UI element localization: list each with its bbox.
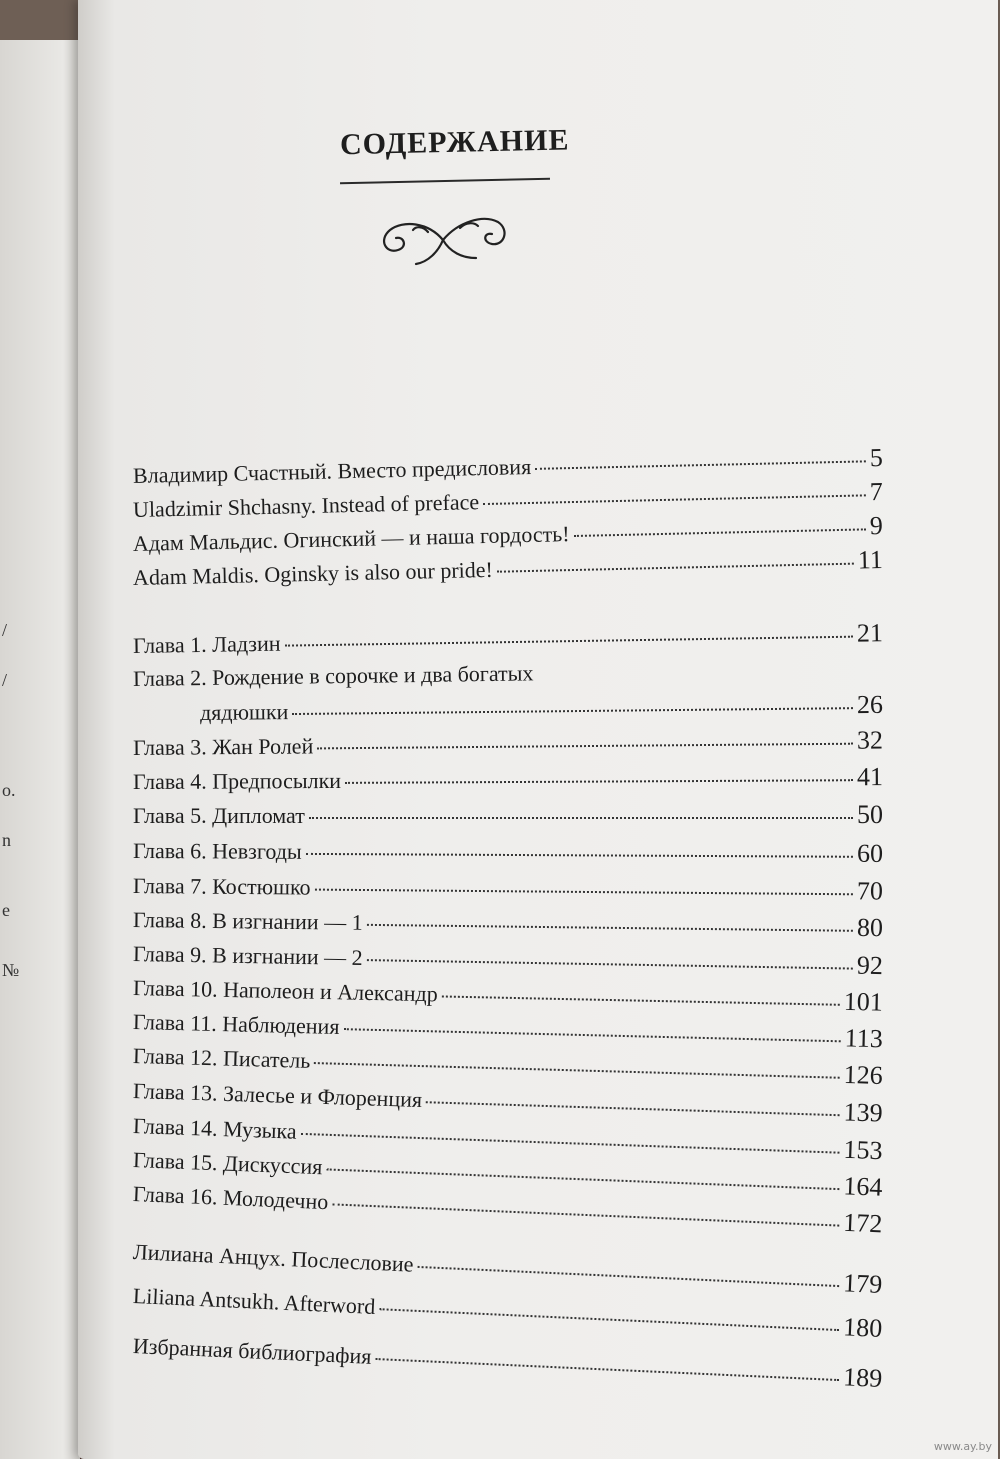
toc-entry: Глава 11. Наблюдения 113 <box>132 1009 884 1054</box>
toc-entry: дядюшки 26 <box>199 689 884 725</box>
toc-entry: Глава 10. Наполеон и Александр 101 <box>132 975 884 1017</box>
watermark: www.ay.by <box>933 1440 992 1453</box>
toc-entry: Глава 4. Предпосылки 41 <box>132 762 884 794</box>
toc-entry: Лилиана Анцух. Послесловие 179 <box>132 1239 883 1300</box>
cover-mark: o. <box>2 780 16 800</box>
toc-entry: Глава 14. Музыка 153 <box>132 1113 884 1166</box>
toc-entry: Глава 13. Залесье и Флоренция 139 <box>132 1078 884 1128</box>
cover-mark: / <box>2 670 8 690</box>
cover-mark: e <box>2 900 10 920</box>
toc-entry: Владимир Счастный. Вместо предисловия 5 <box>132 442 884 488</box>
table-of-contents <box>78 0 998 1459</box>
toc-entry: Глава 1. Ладзин 21 <box>132 618 884 658</box>
cover-mark: № <box>2 960 20 980</box>
page-title: СОДЕРЖАНИЕ <box>339 123 570 162</box>
toc-entry: Глава 9. В изгнании — 2 92 <box>132 941 884 981</box>
book-page <box>78 0 998 1459</box>
toc-entry: Adam Maldis. Oginsky is also our pride! 11 <box>132 544 884 590</box>
toc-entry: Глава 5. Дипломат 50 <box>133 800 883 829</box>
toc-entry: Uladzimir Shchasny. Instead of preface 7 <box>132 476 884 522</box>
toc-entry-first-line: Глава 2. Рождение в сорочке и два богатых <box>132 660 534 691</box>
toc-entry: Глава 6. Невзгоды 60 <box>132 838 884 868</box>
toc-entry: Глава 15. Дискуссия 164 <box>132 1147 884 1202</box>
cover-mark: n <box>2 830 11 850</box>
toc-entry: Liliana Antsukh. Afterword 180 <box>132 1283 883 1344</box>
toc-entry: Избранная библиография 189 <box>132 1333 883 1394</box>
toc-entry: Глава 16. Молодечно 172 <box>132 1181 883 1239</box>
adjacent-cover-edge <box>0 40 90 1459</box>
toc-entry: Адам Мальдис. Огинский — и наша гордость! 9 <box>132 510 884 556</box>
toc-entry: Глава 12. Писатель 126 <box>132 1043 884 1090</box>
cover-mark: / <box>2 620 8 640</box>
toc-entry: Глава 7. Костюшко 70 <box>132 873 884 906</box>
toc-entry: Глава 8. В изгнании — 1 80 <box>132 907 884 943</box>
toc-entry: Глава 3. Жан Ролей 32 <box>132 725 884 760</box>
